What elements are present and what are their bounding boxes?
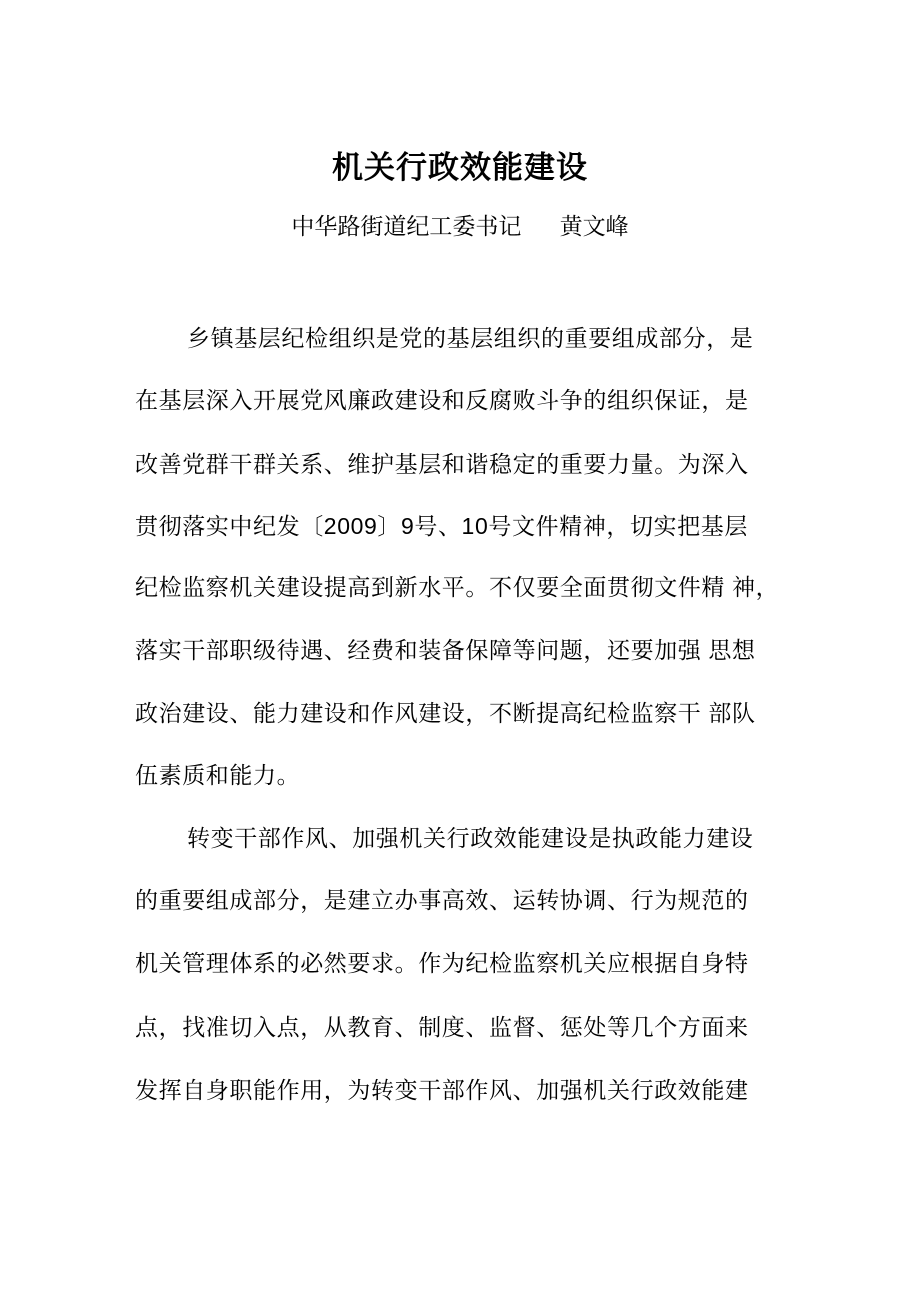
byline	[0, 208, 920, 241]
text-line: 发挥自身职能作用，为转变干部作风、加强机关行政效能建	[135, 1077, 749, 1103]
text-line: 贯彻落实中纪发〔2009〕9号、10号文件精神，切实把基层	[135, 513, 748, 539]
text-line: 乡镇基层纪检组织是党的基层组织的重要组成部分，是	[187, 325, 754, 351]
author-name: 黄文峰	[559, 213, 629, 239]
text-line: 伍素质和能力。	[135, 762, 301, 788]
text-line: 政治建设、能力建设和作风建设，不断提高纪检监察干 部队	[135, 700, 756, 726]
document-title: 机关行政效能建设	[332, 150, 588, 185]
text-line: 改善党群干群关系、维护基层和谐稳定的重要力量。为深入	[135, 451, 749, 477]
text-line: 在基层深入开展党风廉政建设和反腐败斗争的组织保证，是	[135, 387, 749, 413]
text-line: 机关管理体系的必然要求。作为纪检监察机关应根据自身特	[135, 950, 749, 976]
text-line: 落实干部职级待遇、经费和装备保障等问题，还要加强 思想	[135, 637, 756, 663]
author-position: 中华路街道纪工委书记	[291, 213, 522, 239]
text-line: 转变干部作风、加强机关行政效能建设是执政能力建设	[187, 825, 754, 851]
text-line: 纪检监察机关建设提高到新水平。不仅要全面贯彻文件精 神，	[135, 574, 780, 600]
text-line: 的重要组成部分，是建立办事高效、运转协调、行为规范的	[135, 887, 749, 913]
text-line: 点，找准切入点，从教育、制度、监督、惩处等几个方面来	[135, 1014, 749, 1040]
